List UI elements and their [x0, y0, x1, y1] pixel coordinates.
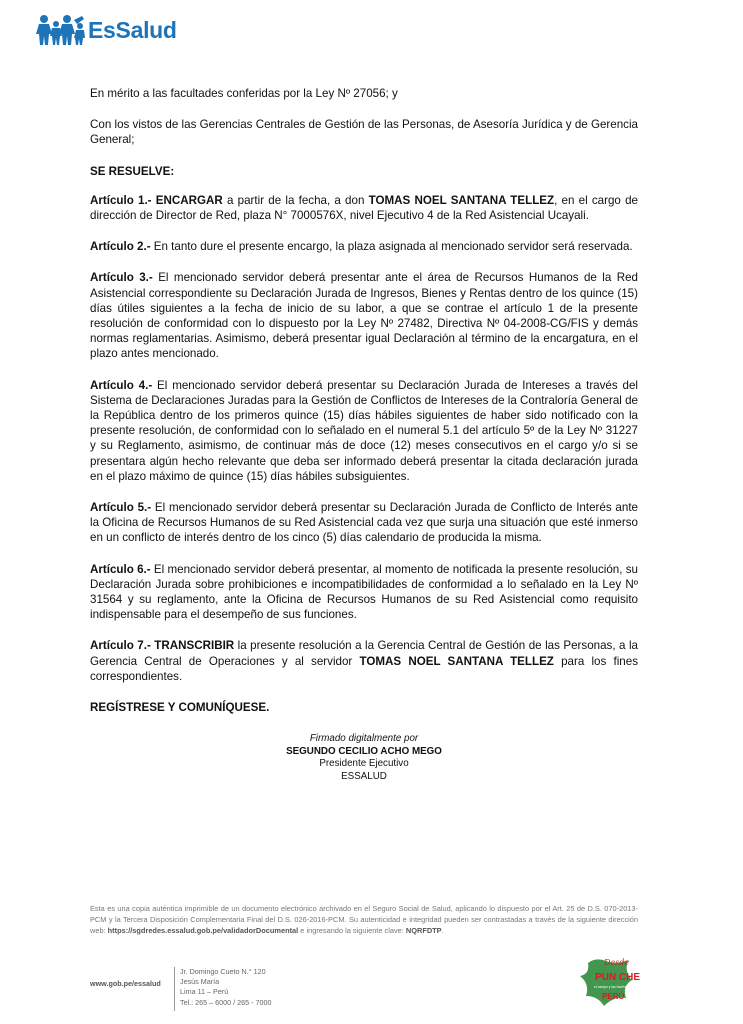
- signer-name: SEGUNDO CECILIO ACHO MEGO: [286, 745, 442, 757]
- closing-statement: REGÍSTRESE Y COMUNÍQUESE.: [90, 701, 270, 715]
- article-3-label: Artículo 3.-: [90, 271, 159, 285]
- validation-url[interactable]: https://sgdredes.essalud.gob.pe/validadorDocumental: [107, 926, 299, 936]
- footer-divider: [174, 967, 175, 1011]
- article-5: Artículo 5.- El mencionado servidor deberá presentar su Declaración Jurada de Conflicto de Interés ante la Oficina de Recursos Humanos de su Red Asistencial cada vez que surja una situación que esté inmerso en un conflicto de interés dentro de los cinco (5) días calendario de producida la misma.: [90, 501, 638, 545]
- article-7-name: TOMAS NOEL SANTANA TELLEZ: [359, 654, 554, 668]
- paragraph-merit: En mérito a las facultades conferidas por la Ley Nº 27056; y: [90, 87, 398, 100]
- signature-digital-note: Firmado digitalmente por: [309, 733, 419, 744]
- article-5-label: Artículo 5.-: [90, 501, 155, 515]
- peru-campaign-logo: [574, 955, 644, 1013]
- se-resuelve-heading: SE RESUELVE:: [90, 164, 175, 178]
- svg-text:PERÚ: PERÚ: [602, 992, 625, 1001]
- svg-text:el campo y las huertas: el campo y las huertas: [594, 985, 628, 989]
- validation-key: NQRFDTP: [405, 926, 442, 936]
- svg-text:PUN CHE: PUN CHE: [595, 972, 641, 983]
- essalud-logo: [36, 12, 177, 48]
- article-1-label: Artículo 1.-: [90, 193, 156, 207]
- article-2: Artículo 2.- En tanto dure el presente encargo, la plaza asignada al mencionado servidor será reservada.: [90, 240, 633, 254]
- article-7: Artículo 7.- TRANSCRIBIR la presente resolución a la Gerencia Central de Gestión de las Personas, a la Gerencia Central de Operaciones y al servidor TOMAS NOEL SANTANA TELLEZ para los fines correspondientes.: [90, 639, 638, 683]
- family-figures-icon: [36, 14, 86, 46]
- article-4-label: Artículo 4.-: [90, 378, 158, 392]
- footer-address: Jr. Domingo Cueto N.° 120 Jesús María Lima 11 – Perú Tel.: 265 – 6000 / 265 - 7000: [180, 967, 272, 1007]
- resolution-body: [90, 86, 638, 731]
- svg-text:Desde: Desde: [604, 958, 630, 967]
- signature-block: [90, 733, 638, 783]
- article-7-verb: TRANSCRIBIR: [154, 639, 235, 653]
- article-6-label: Artículo 6.-: [90, 562, 154, 576]
- authenticity-note: Esta es una copia auténtica imprimible de un documento electrónico archivado en el Seguro Social de Salud, aplicando lo dispuesto por el Art. 25 de D.S. 070-2013-PCM y la Tercera Disposición Complementaria Final del D.S. 026-2016-PCM. Su autenticidad e integridad pueden ser contrastadas a través de la siguiente dirección web: https://sgdredes.essalud.gob.pe/validadorDocumental e ingresando la siguiente clave: NQRFDTP.: [90, 904, 638, 936]
- signer-org: ESSALUD: [341, 770, 387, 782]
- article-1-verb: ENCARGAR: [155, 193, 223, 207]
- article-4: Artículo 4.- El mencionado servidor deberá presentar su Declaración Jurada de Intereses a través del Sistema de Declaraciones Juradas para la Gestión de Conflictos de Intereses de la Contraloría General de la República dentro de los primeros quince (15) días hábiles siguientes de haber sido notificado con la presente resolución, de conformidad con lo señalado en el numeral 5.1 del artículo 5º de la Ley Nº 31227 y su Reglamento, asimismo, de continuar más de doce (12) meses consecutivos en el cargo y/o si se presentara algún hecho relevante que deba ser informado deberá presentar la citada declaración jurada en el plazo máximo de quince (15) días hábiles subsiguientes.: [90, 378, 638, 483]
- article-3: Artículo 3.- El mencionado servidor deberá presentar ante el área de Recursos Humanos de la Red Asistencial correspondiente su Declaración Jurada de Ingresos, Bienes y Rentas dentro de los quince (15) días útiles siguientes a la fecha de inicio de su labor, a que se contrae el artículo 1 de la presente resolución de conformidad con lo dispuesto por la Ley Nº 27482, Directiva Nº 04-2008-CG/FIS y demás normas reglamentarias. Asimismo, deberá presentar igual Declaración al término de la encargatura, en el plazo antes mencionado.: [90, 271, 638, 361]
- article-1: Artículo 1.- ENCARGAR a partir de la fecha, a don TOMAS NOEL SANTANA TELLEZ, en el cargo de dirección de Director de Red, plaza N° 7000576X, nivel Ejecutivo 4 de la Red Asistencial Ucayali.: [90, 193, 638, 223]
- article-6: Artículo 6.- El mencionado servidor deberá presentar, al momento de notificada la presente resolución, su Declaración Jurada sobre prohibiciones e incompatibilidades de conformidad a lo señalado en la Ley Nº 31564 y su reglamento, ante la Oficina de Recursos Humanos de su Red Asistencial como requisito indispensable para el desempeño de sus funciones.: [90, 562, 638, 622]
- footer-bottom: [90, 958, 650, 1012]
- paragraph-vistos: Con los vistos de las Gerencias Centrales de Gestión de las Personas, de Asesoría Jurídica y de Gerencia General;: [90, 118, 638, 147]
- website-link[interactable]: www.gob.pe/essalud: [90, 979, 161, 988]
- brand-name: EsSalud: [88, 16, 177, 43]
- signer-title: Presidente Ejecutivo: [319, 758, 409, 770]
- article-2-label: Artículo 2.-: [90, 240, 154, 254]
- article-7-label: Artículo 7.-: [90, 639, 155, 653]
- article-1-name: TOMAS NOEL SANTANA TELLEZ: [368, 193, 555, 207]
